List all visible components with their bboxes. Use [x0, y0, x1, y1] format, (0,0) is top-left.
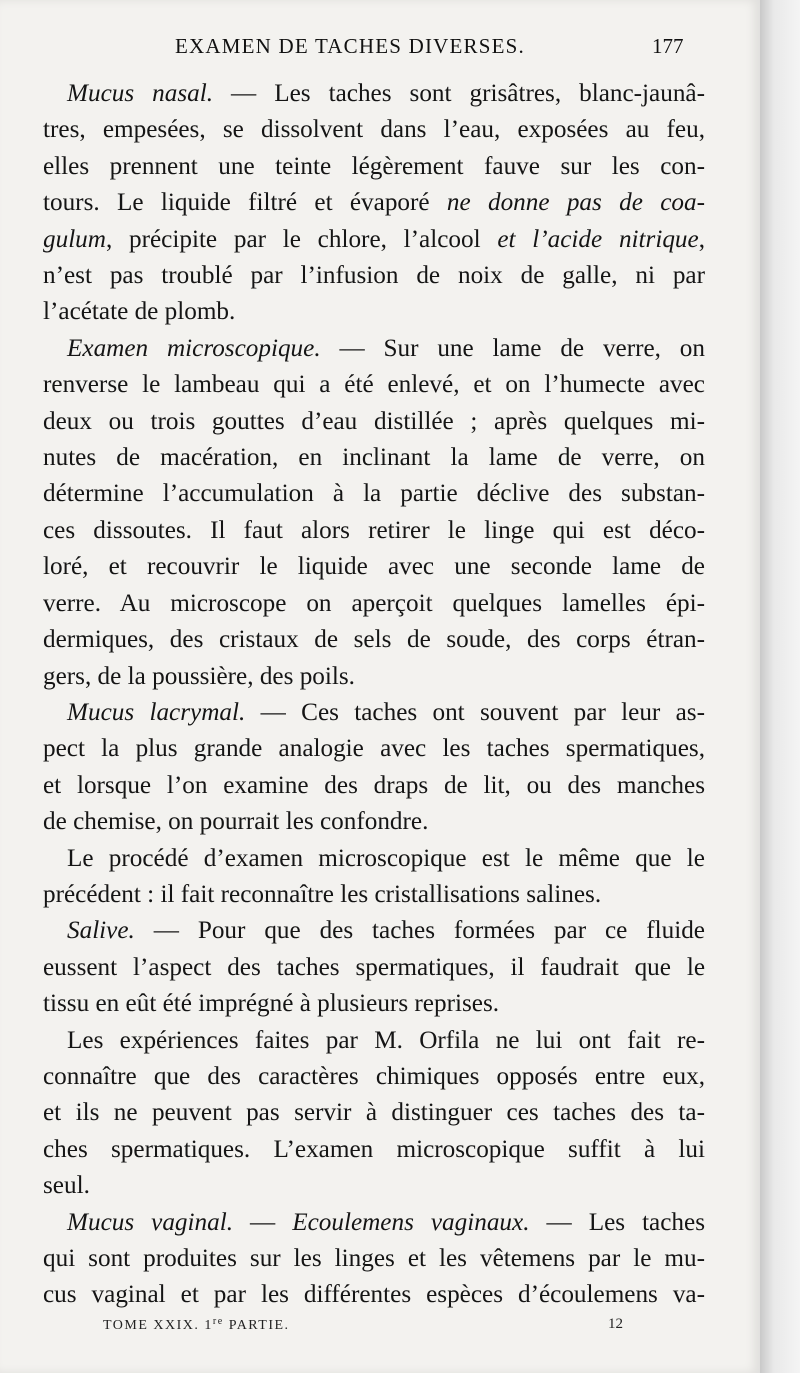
text-line — [43, 1205, 705, 1241]
text-line — [43, 695, 705, 731]
text-line — [43, 950, 705, 986]
text-line — [43, 440, 705, 476]
text-line — [43, 476, 705, 512]
text-line — [43, 185, 705, 221]
text-span: deux ou trois gouttes d’eau distillée ; après quelques mi- — [43, 407, 705, 435]
text-line — [43, 913, 705, 949]
text-line — [43, 768, 705, 804]
page-footer — [0, 1316, 760, 1344]
text-span: dermiques, des cristaux de sels de soude, des corps étran- — [43, 626, 705, 654]
text-line — [43, 986, 705, 1022]
text-span: précédent : il fait reconnaître les cristallisations salines. — [43, 880, 602, 908]
text-span: , — [698, 225, 705, 253]
text-span: tissu en eût été imprégné à plusieurs reprises. — [43, 990, 500, 1018]
text-span: tours. Le liquide filtré et évaporé — [43, 189, 447, 217]
text-line — [43, 1095, 705, 1131]
text-span: — — [233, 1208, 293, 1236]
text-span: tres, empesées, se dissolvent dans l’eau, exposées au feu, — [43, 116, 705, 144]
text-span: ces dissoutes. Il faut alors retirer le linge qui est déco- — [43, 516, 705, 544]
text-span: renverse le lambeau qui a été enlevé, et on l’humecte avec — [43, 371, 705, 399]
text-line — [43, 331, 705, 367]
text-line — [43, 1168, 705, 1204]
page-number: 177 — [652, 34, 684, 58]
text-line — [43, 586, 705, 622]
signature-superscript: re — [212, 1316, 224, 1327]
text-line — [43, 367, 705, 403]
text-line — [43, 222, 705, 258]
text-span: nutes de macération, en inclinant la lame de verre, on — [43, 444, 705, 472]
text-span: l’acétate de plomb. — [43, 298, 236, 326]
text-span: Les expériences faites par M. Orfila ne lui ont fait re- — [67, 1026, 705, 1054]
italic-span: Mucus nasal. — [67, 80, 214, 107]
text-line — [43, 76, 705, 112]
page-header — [0, 34, 760, 64]
text-line — [43, 549, 705, 585]
italic-span: Ecoulemens vaginaux. — [292, 1208, 530, 1236]
italic-span: Mucus vaginal. — [67, 1208, 233, 1236]
text-span: eussent l’aspect des taches spermatiques, il faudrait que le — [43, 953, 705, 981]
text-span: connaître que des caractères chimiques opposés entre eux, — [43, 1062, 705, 1090]
text-span: et ils ne peuvent pas servir à distinguer ces taches des ta- — [43, 1099, 705, 1127]
text-span: et lorsque l’on examine des draps de lit, ou des manches — [43, 771, 705, 799]
italic-span: Mucus lacrymal. — [67, 698, 246, 726]
text-span: cus vaginal et par les différentes espèces d’écoulemens va- — [43, 1281, 705, 1309]
signature-suffix: PARTIE. — [223, 1318, 290, 1333]
italic-span: ne donne pas de coa- — [446, 189, 705, 217]
text-line — [43, 659, 705, 695]
text-span: , précipite par le chlore, l’alcool — [105, 225, 498, 253]
signature-prefix: TOME XXIX. 1 — [103, 1318, 213, 1333]
text-span: Le procédé d’examen microscopique est le même que le — [67, 844, 705, 872]
running-title: EXAMEN DE TACHES DIVERSES. — [175, 34, 525, 58]
text-span: elles prennent une teinte légèrement fauve sur les con- — [43, 152, 705, 180]
italic-span: Salive. — [67, 917, 135, 945]
text-span: loré, et recouvrir le liquide avec une seconde lame de — [43, 553, 705, 581]
text-span: — Pour que des taches formées par ce fluide — [134, 917, 705, 945]
text-line — [43, 149, 705, 185]
text-span: seul. — [43, 1172, 90, 1200]
text-span: n’est pas troublé par l’infusion de noix de galle, ni par — [43, 262, 705, 290]
text-line — [43, 258, 705, 294]
text-span: de chemise, on pourrait les confondre. — [43, 808, 429, 836]
text-span: — Les taches — [529, 1208, 705, 1236]
text-line — [43, 731, 705, 767]
italic-span: gulum — [43, 225, 106, 253]
sheet-number: 12 — [608, 1316, 623, 1332]
text-span: gers, de la poussière, des poils. — [43, 662, 355, 690]
text-line — [43, 1132, 705, 1168]
text-line — [43, 404, 705, 440]
text-span: pect la plus grande analogie avec les taches spermatiques, — [43, 735, 705, 763]
text-line — [43, 1277, 705, 1313]
text-line — [43, 1023, 705, 1059]
italic-span: et l’acide nitrique — [497, 225, 699, 253]
page-gutter — [760, 0, 800, 1373]
body-text — [43, 76, 705, 1314]
text-span: — Sur une lame de verre, on — [320, 334, 705, 362]
text-span: qui sont produites sur les linges et les vêtemens par le mu- — [43, 1245, 705, 1272]
text-span: ches spermatiques. L’examen microscopique suffit à lui — [43, 1135, 705, 1163]
text-line — [43, 622, 705, 658]
text-line — [43, 513, 705, 549]
italic-span: Examen microscopique. — [67, 334, 321, 362]
text-line — [43, 841, 705, 877]
text-line — [43, 804, 705, 840]
text-span: verre. Au microscope on aperçoit quelques lamelles épi- — [43, 589, 705, 617]
text-line — [43, 112, 705, 148]
text-line — [43, 877, 705, 913]
text-line — [43, 1059, 705, 1095]
text-span: — Ces taches ont souvent par leur as- — [245, 698, 705, 726]
text-line — [43, 1241, 705, 1277]
text-span: — Les taches sont grisâtres, blanc-jaunâ- — [213, 80, 705, 107]
text-line — [43, 294, 705, 330]
printer-signature — [103, 1316, 290, 1334]
text-span: détermine l’accumulation à la partie déclive des substan- — [43, 480, 705, 508]
